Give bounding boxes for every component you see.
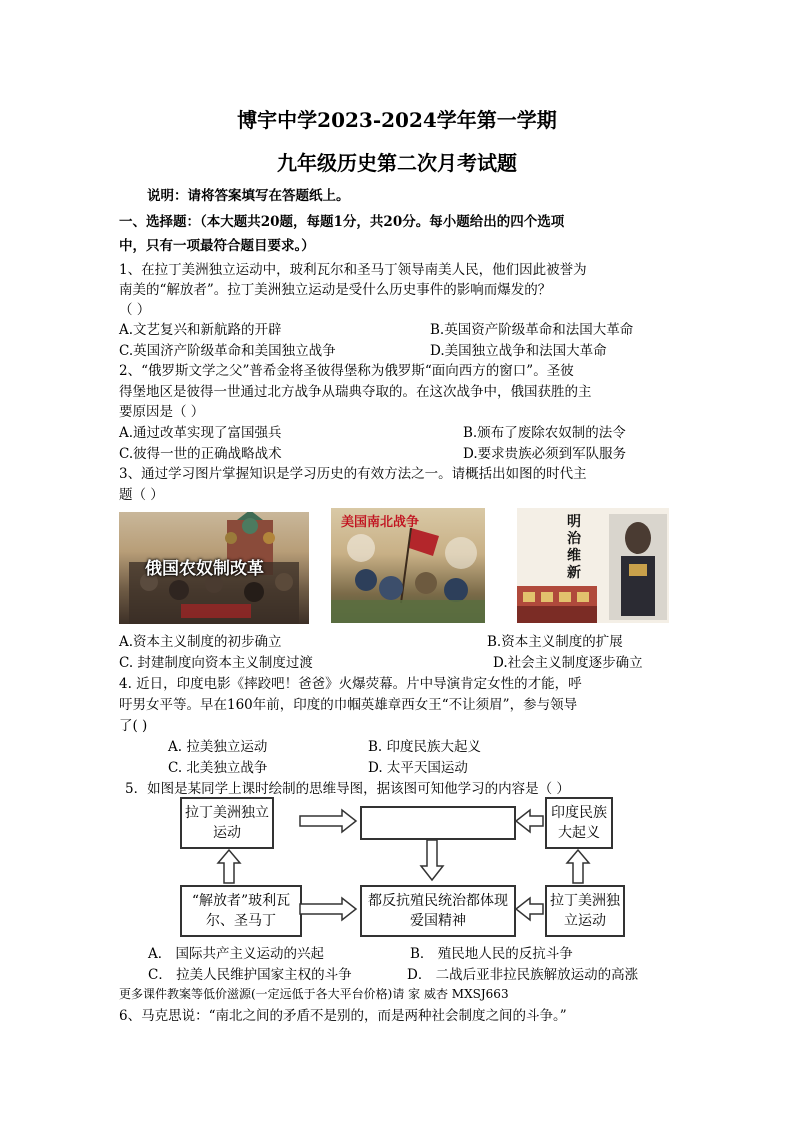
arrow-bottom-right-up	[567, 850, 589, 883]
q4-option-a: A. 拉美独立运动	[168, 739, 268, 755]
q3-line1: 3、通过学习图片掌握知识是学习历史的有效方法之一。请概括出如图的时代主	[119, 466, 587, 482]
mindmap-box-bottom-left: “解放者”玻利瓦尔、圣马丁	[180, 885, 302, 937]
page-subtitle: 九年级历史第二次月考试题	[277, 151, 517, 175]
q1-line3: （ ）	[119, 302, 151, 318]
section-heading-line2: 中，只有一项最符合题目要求。）	[119, 238, 315, 254]
q2-option-c: C.彼得一世的正确战略战术	[119, 446, 282, 462]
q4-option-d: D. 太平天国运动	[368, 760, 468, 776]
arrow-center-down	[421, 840, 443, 880]
q4-line2: 吁男女平等。早在160年前，印度的巾帼英雄章西女王“不让须眉”，参与领导	[119, 697, 578, 713]
q1-option-c: C.英国济产阶级革命和美国独立战争	[119, 343, 336, 359]
section-heading-line1: 一、选择题：（本大题共20题，每题1分，共20分。每小题给出的四个选项	[119, 214, 565, 230]
page-title: 博宇中学2023-2024学年第一学期	[237, 108, 557, 132]
q1-line2: 南美的“解放者”。拉丁美洲独立运动是受什么历史事件的影响而爆发的？	[119, 282, 552, 298]
q3-option-b: B.资本主义制度的扩展	[487, 634, 623, 650]
q4-line1: 4. 近日，印度电影《摔跤吧！爸爸》火爆荧幕。片中导演肯定女性的才能，呼	[119, 676, 582, 692]
q3-option-a: A.资本主义制度的初步确立	[119, 634, 282, 650]
q6-line1: 6、马克思说：“南北之间的矛盾不是别的，而是两种社会制度之间的斗争。”	[119, 1008, 567, 1024]
q2-line2: 得堡地区是彼得一世通过北方战争从瑞典夺取的。在这次战争中，俄国获胜的主	[119, 384, 592, 400]
q5-stem: 5．如图是某同学上课时绘制的思维导图，据该图可知他学习的内容是（ ）	[125, 781, 570, 797]
q4-option-c: C. 北美独立战争	[168, 760, 268, 776]
watermark-line: 更多课件教案等低价滋源(一定远低于各大平台价格)请 家 威杏 MXSJ663	[119, 987, 509, 1001]
mindmap-box-top-left: 拉丁美洲独立运动	[180, 797, 274, 849]
image1-caption: 俄国农奴制改革	[145, 559, 264, 579]
q3-option-d: D.社会主义制度逐步确立	[493, 655, 643, 671]
q1-option-d: D.美国独立战争和法国大革命	[430, 343, 607, 359]
q2-line1: 2、“俄罗斯文学之父”普希金将圣彼得堡称为俄罗斯“面向西方的窗口”。圣彼	[119, 363, 574, 379]
arrow-bottom-right-to-center	[516, 898, 543, 920]
q1-line1: 1、在拉丁美洲独立运动中，玻利瓦尔和圣马丁领导南美人民，他们因此被誉为	[119, 262, 587, 278]
arrow-bottom-left-up	[218, 850, 240, 883]
instruction-note: 说明：请将答案填写在答题纸上。	[147, 188, 350, 204]
image2-caption: 美国南北战争	[341, 515, 420, 530]
q5-option-b: B． 殖民地人民的反抗斗争	[410, 946, 573, 962]
arrow-top-right-to-center	[516, 810, 543, 832]
q2-option-a: A.通过改革实现了富国强兵	[119, 425, 282, 441]
q1-option-a: A.文艺复兴和新航路的开辟	[119, 322, 282, 338]
mindmap-box-bottom-center: 都反抗殖民统治都体现爱国精神	[360, 885, 516, 937]
mindmap-box-top-right: 印度民族大起义	[545, 797, 613, 849]
q2-option-b: B.颁布了废除农奴制的法令	[463, 425, 626, 441]
q5-option-c: C． 拉美人民维护国家主权的斗争	[148, 967, 352, 983]
q5-option-d: D． 二战后亚非拉民族解放运动的高涨	[407, 967, 639, 983]
q4-option-b: B. 印度民族大起义	[368, 739, 482, 755]
q2-line3: 要原因是（ ）	[119, 404, 205, 420]
q1-option-b: B.英国资产阶级革命和法国大革命	[430, 322, 634, 338]
q5-option-a: A． 国际共产主义运动的兴起	[148, 946, 325, 962]
arrow-top-left-to-center	[300, 810, 356, 832]
q3-line2: 题（ ）	[119, 487, 164, 503]
mindmap-box-bottom-right: 拉丁美洲独立运动	[545, 885, 625, 937]
arrow-bottom-left-to-center	[300, 898, 356, 920]
q4-line3: 了( )	[119, 718, 148, 734]
image3-caption: 明治维新	[567, 514, 581, 581]
q2-option-d: D.要求贵族必须到军队服务	[463, 446, 627, 462]
q3-option-c: C. 封建制度向资本主义制度过渡	[119, 655, 313, 671]
